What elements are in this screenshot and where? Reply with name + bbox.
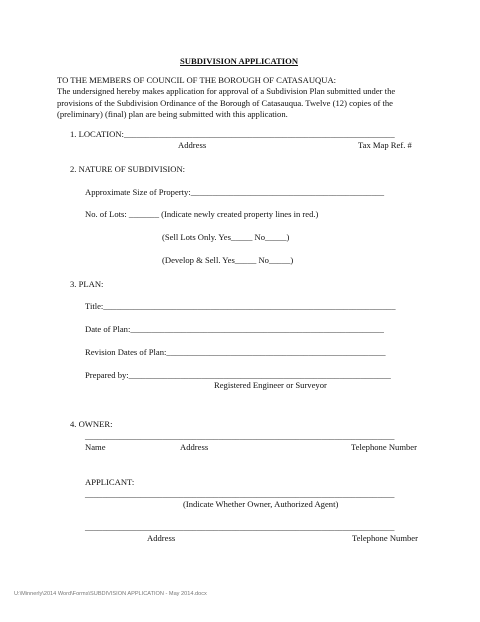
applicant-heading: APPLICANT:: [85, 477, 135, 487]
intro-line-1: The undersigned hereby makes application for approval of a Subdivision Plan submitted under the: [57, 86, 396, 96]
plan-heading: 3. PLAN:: [70, 279, 104, 289]
intro-line-3: (preliminary) (final) plan are being submitted with this application.: [57, 109, 288, 119]
footer-file-path: U:\Minnerly\2014 Word\Forms\SUBDIVISION APPLICATION - May 2014.docx: [14, 591, 207, 597]
applicant-field[interactable]: ________________________________________________________________________: [85, 489, 395, 499]
intro-line-2: provisions of the Subdivision Ordinance of the Borough of Catasauqua. Twelve (12) copies of the: [57, 98, 393, 108]
salutation: TO THE MEMBERS OF COUNCIL OF THE BOROUGH OF CATASAUQUA:: [57, 75, 337, 85]
plan-date-field[interactable]: Date of Plan:___________________________________________________________: [85, 324, 384, 334]
location-address-label: Address: [178, 140, 207, 150]
document-title: SUBDIVISION APPLICATION: [180, 56, 299, 66]
owner-address-label: Address: [180, 442, 209, 452]
applicant-address-label: Address: [147, 533, 176, 543]
owner-field[interactable]: ________________________________________________________________________: [85, 431, 395, 441]
applicant-address-field[interactable]: ________________________________________________________________________: [85, 522, 395, 532]
applicant-phone-label: Telephone Number: [352, 533, 418, 543]
owner-heading: 4. OWNER:: [70, 419, 113, 429]
property-size-field[interactable]: Approximate Size of Property:_____________________________________________: [85, 187, 385, 197]
plan-title-field[interactable]: Title:____________________________________________________________________: [85, 301, 396, 311]
location-field[interactable]: 1. LOCATION:_______________________________________________________________: [70, 129, 395, 139]
prepared-by-field[interactable]: Prepared by:_____________________________________________________________: [85, 370, 391, 380]
number-of-lots-field[interactable]: No. of Lots: _______ (Indicate newly created property lines in red.): [85, 209, 319, 219]
applicant-indicate-label: (Indicate Whether Owner, Authorized Agent): [183, 499, 339, 509]
owner-name-label: Name: [85, 442, 106, 452]
engineer-label: Registered Engineer or Surveyor: [214, 380, 327, 390]
develop-sell-option[interactable]: (Develop & Sell. Yes_____ No_____): [162, 255, 294, 265]
location-tax-map-label: Tax Map Ref. #: [358, 140, 412, 150]
nature-heading: 2. NATURE OF SUBDIVISION:: [70, 164, 186, 174]
plan-revision-field[interactable]: Revision Dates of Plan:___________________________________________________: [85, 347, 386, 357]
owner-phone-label: Telephone Number: [351, 442, 417, 452]
sell-lots-option[interactable]: (Sell Lots Only. Yes_____ No_____): [162, 232, 290, 242]
